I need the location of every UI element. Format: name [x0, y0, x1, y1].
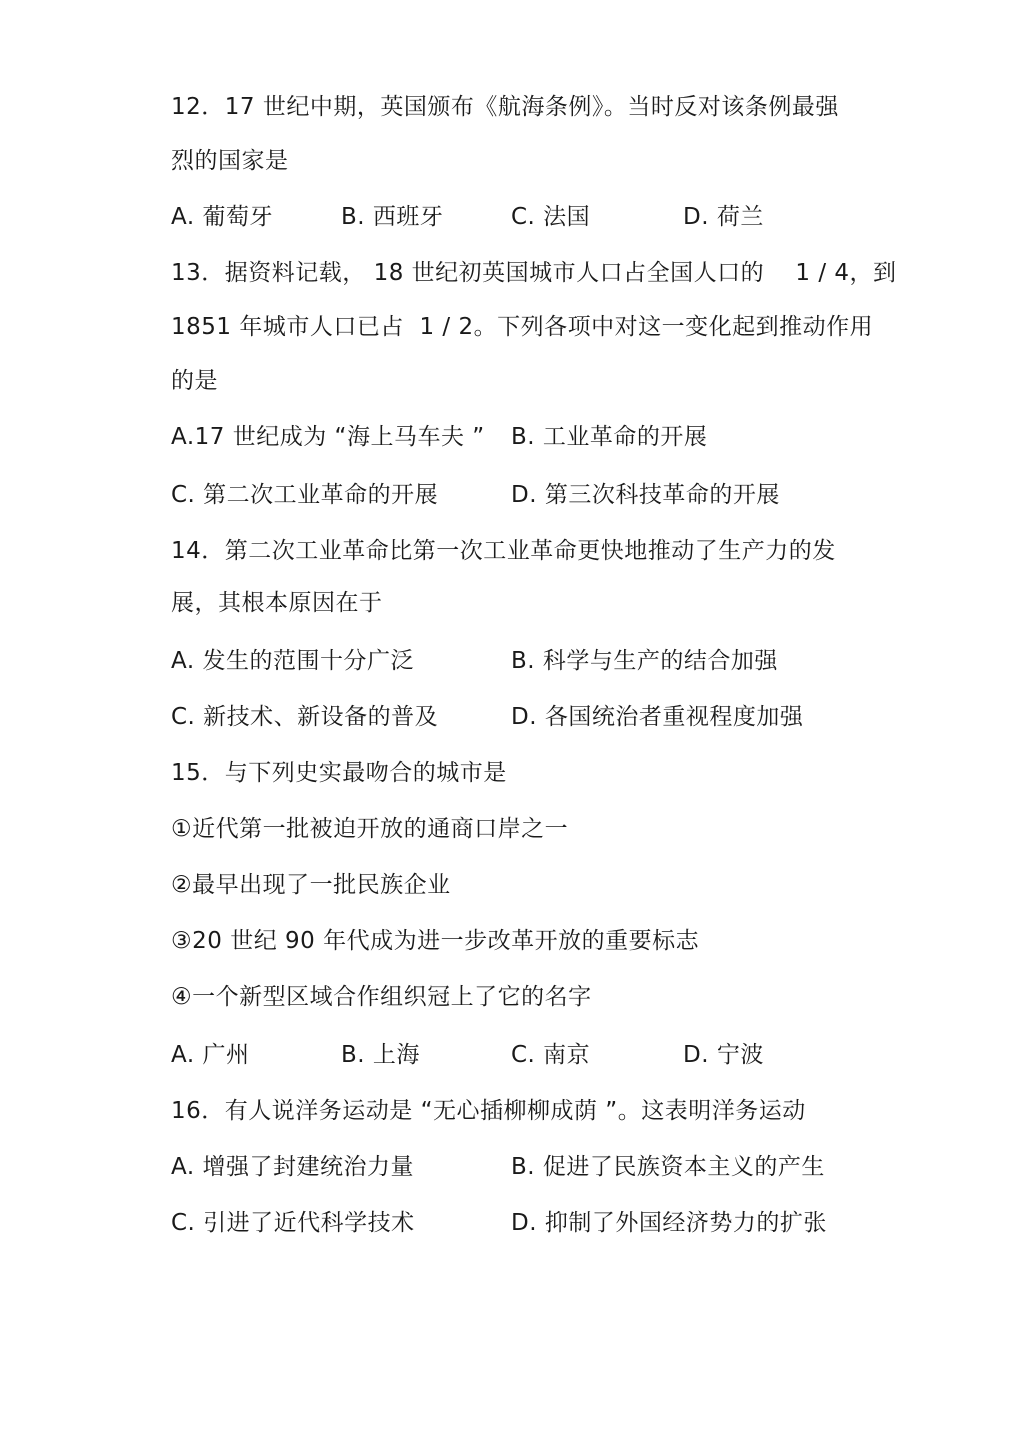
q13-option-d: D. 第三次科技革命的开展 [511, 482, 780, 508]
q15-fact-1: ①近代第一批被迫开放的通商口岸之一 [171, 816, 569, 842]
q12-option-c: C. 法国 [511, 204, 591, 230]
q16-option-c: C. 引进了近代科学技术 [171, 1210, 415, 1236]
q15-option-b: B. 上海 [341, 1042, 420, 1068]
q12-option-a: A. 葡萄牙 [171, 204, 273, 230]
q16-option-b: B. 促进了民族资本主义的产生 [511, 1154, 825, 1180]
q15-stem-line-1: 15．与下列史实最吻合的城市是 [171, 760, 507, 786]
q14-option-d: D. 各国统治者重视程度加强 [511, 704, 804, 730]
q15-option-c: C. 南京 [511, 1042, 591, 1068]
q12-option-b: B. 西班牙 [341, 204, 444, 230]
q14-option-c: C. 新技术、新设备的普及 [171, 704, 439, 730]
q16-stem-line-1: 16．有人说洋务运动是 “无心插柳柳成荫 ”。这表明洋务运动 [171, 1098, 806, 1124]
q14-stem-line-2: 展，其根本原因在于 [171, 590, 383, 616]
q14-option-b: B. 科学与生产的结合加强 [511, 648, 778, 674]
q13-option-b: B. 工业革命的开展 [511, 424, 708, 450]
q12-option-d: D. 荷兰 [683, 204, 764, 230]
q13-option-c: C. 第二次工业革命的开展 [171, 482, 439, 508]
q12-stem-line-1: 12．17 世纪中期，英国颁布《航海条例》。当时反对该条例最强 [171, 94, 839, 120]
q16-option-a: A. 增强了封建统治力量 [171, 1154, 414, 1180]
q13-stem-line-3: 的是 [171, 368, 218, 394]
q15-fact-3: ③20 世纪 90 年代成为进一步改革开放的重要标志 [171, 928, 700, 954]
q15-option-a: A. 广州 [171, 1042, 250, 1068]
q13-stem-line-1: 13．据资料记载， 18 世纪初英国城市人口占全国人口的 1 / 4，到 [171, 260, 897, 286]
q14-option-a: A. 发生的范围十分广泛 [171, 648, 414, 674]
q13-stem-line-2: 1851 年城市人口已占 1 / 2。下列各项中对这一变化起到推动作用 [171, 314, 874, 340]
q13-option-a: A.17 世纪成为 “海上马车夫 ” [171, 424, 485, 450]
q15-option-d: D. 宁波 [683, 1042, 764, 1068]
q16-option-d: D. 抑制了外国经济势力的扩张 [511, 1210, 827, 1236]
q14-stem-line-1: 14．第二次工业革命比第一次工业革命更快地推动了生产力的发 [171, 538, 836, 564]
q12-stem-line-2: 烈的国家是 [171, 148, 289, 174]
q15-fact-4: ④一个新型区域合作组织冠上了它的名字 [171, 984, 592, 1010]
q15-fact-2: ②最早出现了一批民族企业 [171, 872, 451, 898]
